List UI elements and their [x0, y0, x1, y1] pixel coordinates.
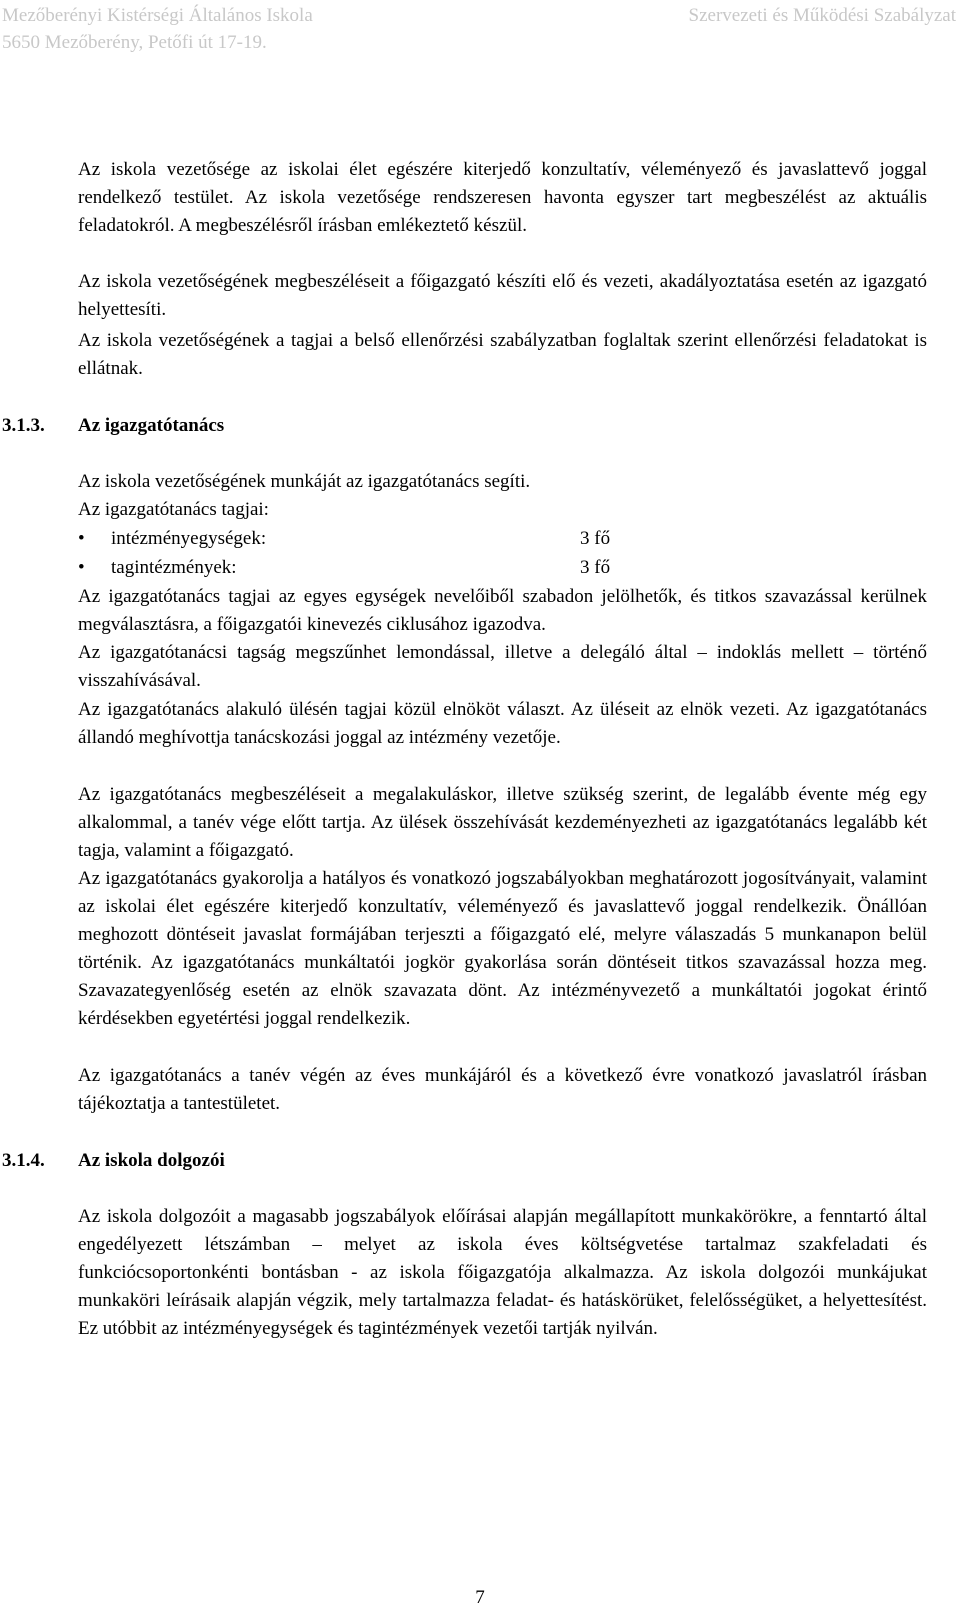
paragraph-staff: Az iskola dolgozóit a magasabb jogszabályok előírásai alapján megállapított munkakörökre, a fenntartó által engedélyezett létszámban – melyet az iskola éves költségvetése tartalmaz szakfeladati és funkciócsoportonkénti bontásban - az iskola főigazgatója alkalmazza. Az iskola dolgozói munkájukat munkaköri leírásaik alapján végzik, mely tartalmazza feladat- és hatáskörüket, felelősségüket, a helyettesítést. Ez utóbbit az intézményegységek és tagintézmények vezetői tartják nyilván. [78, 1206, 927, 1339]
list-item-value: 3 fő [580, 528, 611, 549]
paragraph-board-report: Az igazgatótanács a tanév végén az éves munkájáról és a következő évre vonatkozó javaslatról írásban tájékoztatja a tantestületet. [78, 1065, 927, 1114]
paragraph-board-election: Az igazgatótanács tagjai az egyes egységek nevelőiből szabadon jelölhetők, és titkos szavazással kerülnek megválasztásra, a főigazgatói kinevezés ciklusához igazodva. [78, 586, 927, 635]
section-title: Az iskola dolgozói [78, 1150, 225, 1171]
section-number: 3.1.3. [2, 415, 45, 436]
section-number: 3.1.4. [2, 1150, 45, 1171]
paragraph-board-meetings: Az igazgatótanács megbeszéléseit a megalakuláskor, illetve szükség szerint, de legalább évente még egy alkalommal, a tanév vége előtt tartja. Az ülések összehívását kezdeményezheti az igazgatótanács legalább két tagja, valamint a főigazgató. [78, 784, 927, 861]
header-document-title: Szervezeti és Működési Szabályzat [688, 5, 956, 26]
page-number: 7 [475, 1587, 485, 1608]
paragraph-board-rights: Az igazgatótanács gyakorolja a hatályos és vonatkozó jogszabályokban meghatározott jogosítványait, valamint az iskolai élet egészére kiterjedő konzultatív, véleményező és javaslattevő joggal rendelkezik. Önállóan meghozott döntéseit javaslat formájában terjeszti a főigazgató elé, melyre válaszadás 5 munkanapon belül történik. Az igazgatótanács munkáltatói jogkör gyakorlása során döntéseit titkos szavazással hozza meg. Szavazategyenlőség esetén az elnök szavazata dönt. Az intézményvezető a munkáltatói jogokat érintő kérdésekben egyetértési joggal rendelkezik. [78, 868, 927, 1029]
paragraph-board-members-label: Az igazgatótanács tagjai: [78, 499, 269, 520]
paragraph-board-termination: Az igazgatótanácsi tagság megszűnhet lemondással, illetve a delegáló által – indoklás mellett – történő visszahívásával. [78, 642, 927, 691]
paragraph-management-body: Az iskola vezetősége az iskolai élet egészére kiterjedő konzultatív, véleményező és javaslattevő joggal rendelkező testület. Az iskola vezetősége rendszeresen havonta egyszer tart megbeszélést az aktuális feladatokról. A megbeszélésről írásban emlékeztető készül. [78, 159, 927, 236]
list-item-label: tagintézmények: [111, 557, 237, 578]
section-title: Az igazgatótanács [78, 415, 225, 436]
paragraph-board-chair: Az igazgatótanács alakuló ülésén tagjai közül elnököt választ. Az üléseit az elnök vezeti. Az igazgatótanács állandó meghívottja tanácskozási joggal az intézmény vezetője. [78, 699, 927, 748]
list-item-value: 3 fő [580, 557, 611, 578]
paragraph-management-control: Az iskola vezetőségének a tagjai a belső ellenőrzési szabályzatban foglaltak szerint ellenőrzési feladatokat is ellátnak. [78, 330, 927, 379]
header-school-name: Mezőberényi Kistérségi Általános Iskola [2, 5, 313, 26]
bullet-icon: • [78, 528, 85, 549]
paragraph-management-meetings: Az iskola vezetőségének megbeszéléseit a főigazgató készíti elő és vezeti, akadályoztatása esetén az igazgató helyettesíti. [78, 271, 927, 320]
bullet-icon: • [78, 557, 85, 578]
header-address: 5650 Mezőberény, Petőfi út 17-19. [2, 32, 267, 53]
list-item-label: intézményegységek: [111, 528, 267, 549]
paragraph-board-intro: Az iskola vezetőségének munkáját az igazgatótanács segíti. [78, 471, 531, 492]
